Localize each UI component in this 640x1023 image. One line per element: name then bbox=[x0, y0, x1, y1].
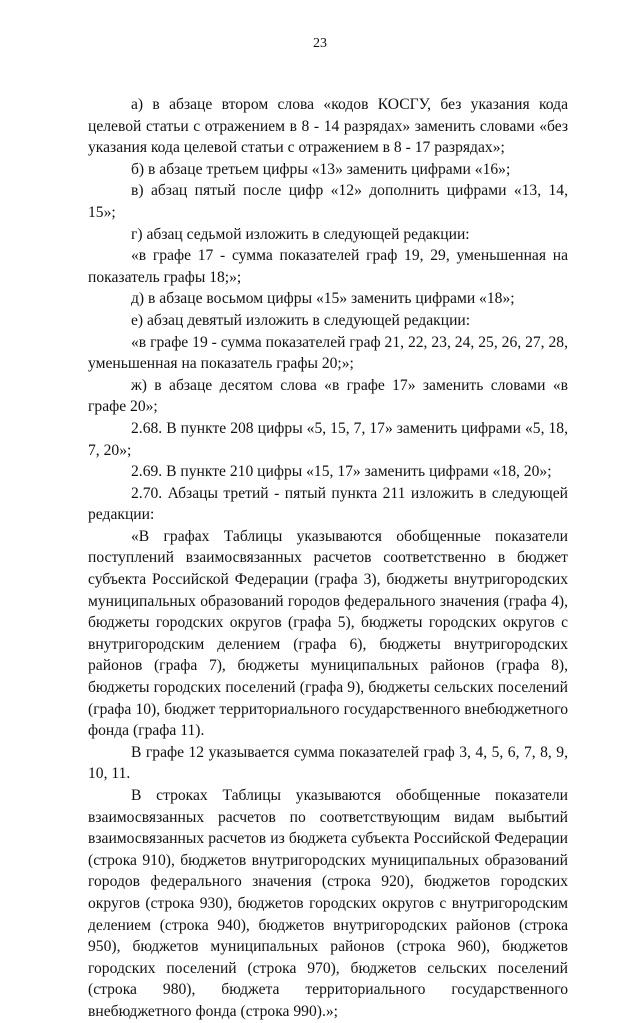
document-body bbox=[88, 94, 568, 1023]
page-number: 23 bbox=[313, 36, 327, 51]
quote-column-12: В графе 12 указывается сумма показателей граф 3, 4, 5, 6, 7, 8, 9, 10, 11. bbox=[88, 743, 568, 783]
clause-2-70: 2.70. Абзацы третий - пятый пункта 211 изложить в следующей редакции: bbox=[88, 484, 568, 524]
clause-2-69: 2.69. В пункте 210 цифры «15, 17» заменить цифрами «18, 20»; bbox=[131, 463, 552, 481]
paragraph-zh: ж) в абзаце десятом слова «в графе 17» заменить словами «в графе 20»; bbox=[88, 376, 568, 416]
paragraph-v: в) абзац пятый после цифр «12» дополнить цифрами «13, 14, 15»; bbox=[88, 182, 568, 221]
clause-2-68: 2.68. В пункте 208 цифры «5, 15, 7, 17» заменить цифрами «5, 18, 7, 20»; bbox=[88, 419, 568, 459]
paragraph-e-quote: «в графе 19 - сумма показателей граф 21, 22, 23, 24, 25, 26, 27, 28, уменьшенная на показатель графы 20;»; bbox=[88, 333, 568, 373]
paragraph-d: д) в абзаце восьмом цифры «15» заменить цифрами «18»; bbox=[131, 290, 515, 308]
paragraph-b: б) в абзаце третьем цифры «13» заменить цифрами «16»; bbox=[131, 160, 511, 178]
paragraph-e: е) абзац девятый изложить в следующей редакции: bbox=[131, 311, 471, 329]
quote-rows: В строках Таблицы указываются обобщенные показатели взаимосвязанных расчетов по соответствующим видам выбытий взаимосвязанных расчетов из бюджета субъекта Российской Федерации (строка 910), бюджетов внутригородских муниципальных образований городов федерального значения (строка 920), бюджетов городских округов (строка 930), бюджетов городских округов с внутригородским делением (строка 940), бюджетов внутригородских районов (строка 950), бюджетов муниципальных районов (строка 960), бюджетов городских поселений (строка 970), бюджетов сельских поселений (строка 980), бюджета территориального государственного внебюджетного фонда (строка 990).»; bbox=[88, 787, 568, 1020]
paragraph-g: г) абзац седьмой изложить в следующей редакции: bbox=[131, 225, 470, 243]
paragraph-a: а) в абзаце втором слова «кодов КОСГУ, без указания кода целевой статьи с отражением в 8 - 14 разрядах» заменить словами «без указания кода целевой статьи с отражением в 8 - 17 разрядах»; bbox=[88, 96, 568, 157]
paragraph-g-quote: «в графе 17 - сумма показателей граф 19, 29, уменьшенная на показатель графы 18;»; bbox=[88, 247, 568, 286]
quote-columns: «В графах Таблицы указываются обобщенные показатели поступлений взаимосвязанных расчетов соответственно в бюджет субъекта Российской Федерации (графа 3), бюджеты внутригородских муниципальных образований городов федерального значения (графа 4), бюджеты городских округов (графа 5), бюджеты городских округов с внутригородским делением (графа 6), бюджеты внутригородских районов (графа 7), бюджеты муниципальных районов (графа 8), бюджеты городских поселений (графа 9), бюджеты сельских поселений (графа 10), бюджет территориального государственного внебюджетного фонда (графа 11). bbox=[88, 527, 568, 740]
